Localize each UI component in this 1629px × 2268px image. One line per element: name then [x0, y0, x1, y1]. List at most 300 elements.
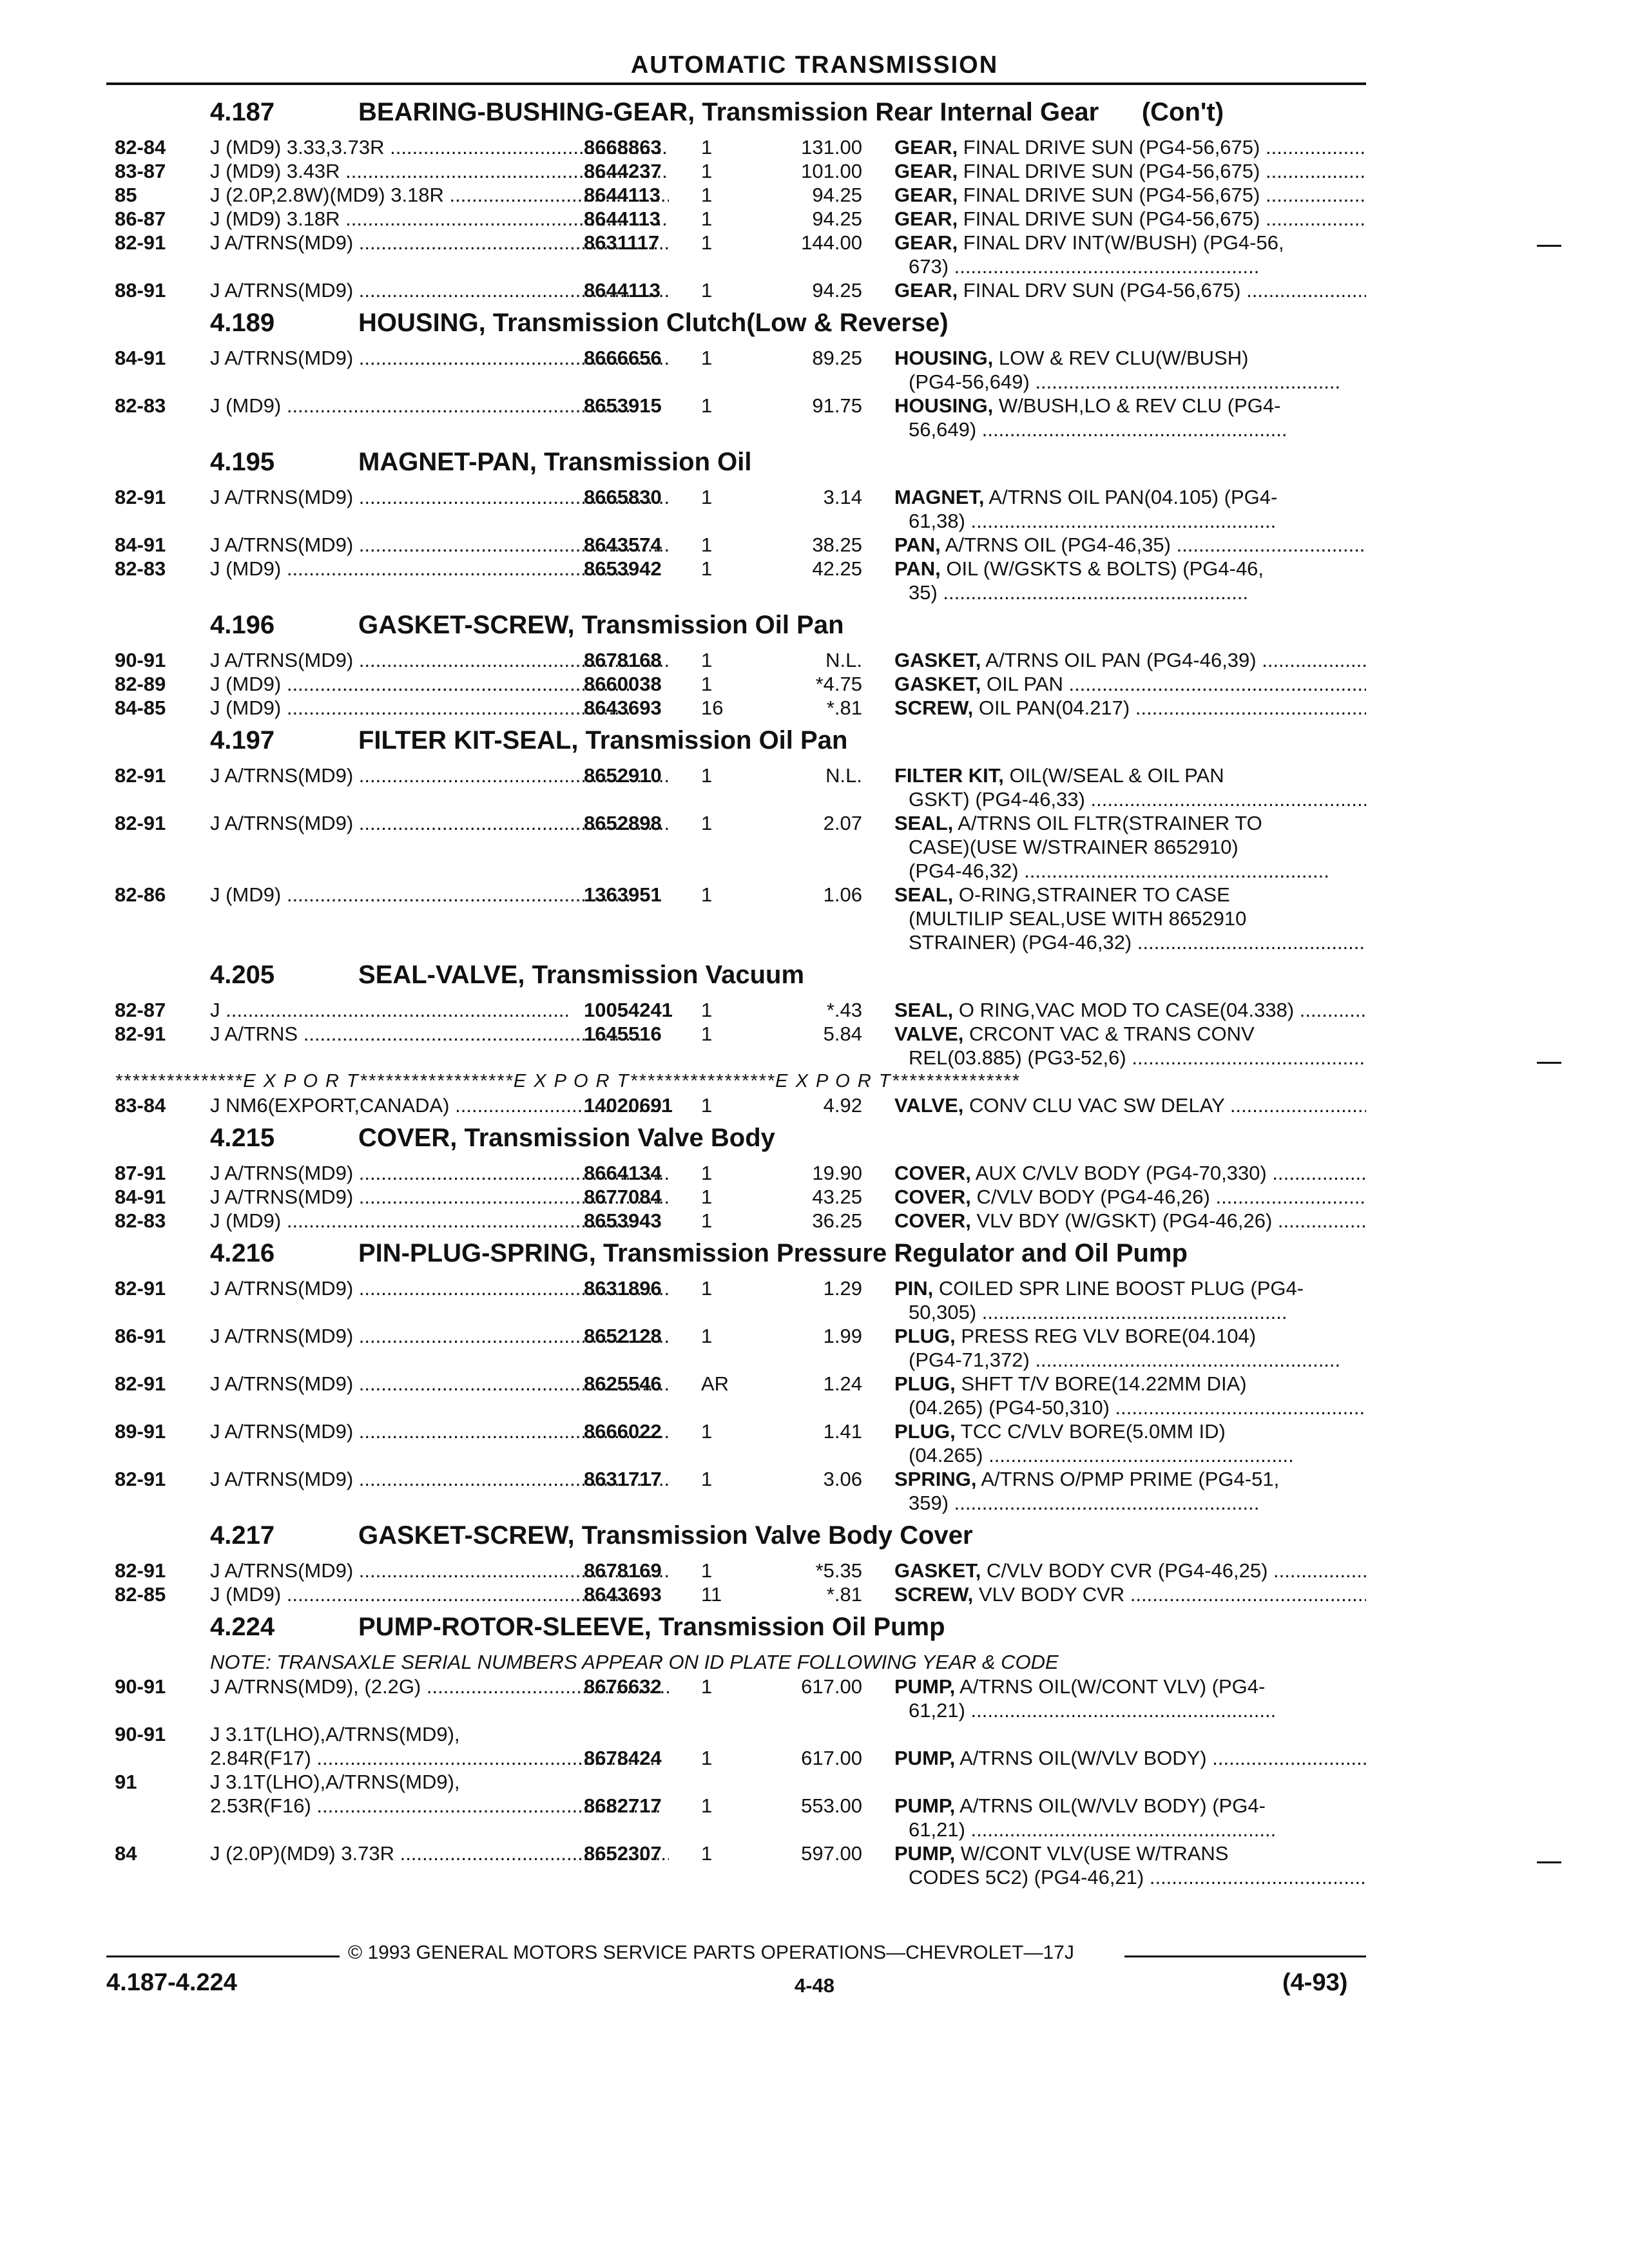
quantity: 1 [701, 1209, 713, 1232]
part-name: PUMP, [894, 1675, 956, 1698]
section-number: 4.224 [210, 1613, 275, 1641]
application-line: J (MD9) 3.33,3.73R ..... [210, 135, 669, 159]
part-row [115, 1276, 1366, 1324]
margin-mark [1537, 1861, 1561, 1863]
part-number: 8664134 [584, 1162, 662, 1184]
description [894, 1841, 1366, 1889]
price: 91.75 [812, 394, 862, 417]
description [894, 1559, 1366, 1582]
part-row [115, 1582, 1366, 1606]
part-row [115, 648, 1366, 672]
part-number: 8631117 [584, 231, 660, 254]
model-years: 91 [115, 1771, 137, 1793]
part-name: PUMP, [894, 1842, 956, 1865]
section-title: FILTER KIT-SEAL, Transmission Oil Pan [358, 726, 848, 754]
description-line: HOUSING, W/BUSH,LO & REV CLU (PG4- [894, 394, 1281, 417]
section-number: 4.215 [210, 1124, 275, 1152]
price: 1.41 [823, 1420, 862, 1443]
description-line: PUMP, W/CONT VLV(USE W/TRANS [894, 1842, 1229, 1865]
description-line: STRAINER) (PG4-46,32) ..... [894, 930, 1366, 954]
part-name: PAN, [894, 533, 941, 556]
description-line: CASE)(USE W/STRAINER 8652910) [909, 836, 1239, 858]
description [894, 1419, 1366, 1467]
section-note: NOTE: TRANSAXLE SERIAL NUMBERS APPEAR ON ID PLATE FOLLOWING YEAR & CODE [210, 1651, 1059, 1673]
part-number: 8644113 [584, 184, 660, 206]
part-row [115, 1559, 1366, 1582]
description-line: PAN, OIL (W/GSKTS & BOLTS) (PG4-46, [894, 557, 1264, 580]
application-line: J A/TRNS(MD9) ..... [210, 1324, 669, 1348]
part-number: 8631717 [584, 1468, 662, 1490]
application-line: J (MD9) ..... [210, 696, 669, 720]
part-number: 8631896 [584, 1277, 662, 1300]
price: 131.00 [801, 136, 862, 159]
part-row [115, 764, 1366, 811]
quantity: 1 [701, 1162, 713, 1184]
description [894, 1467, 1366, 1515]
model-years: 90-91 [115, 649, 166, 671]
part-name: GEAR, [894, 160, 958, 182]
part-number: 8644113 [584, 207, 660, 230]
section-title: PIN-PLUG-SPRING, Transmission Pressure Regulator and Oil Pump [358, 1239, 1188, 1267]
part-name: GASKET, [894, 1559, 981, 1582]
quantity: 1 [701, 1675, 713, 1698]
part-name: SEAL, [894, 812, 954, 834]
description-line: SEAL, A/TRNS OIL FLTR(STRAINER TO [894, 812, 1262, 834]
model-years: 88-91 [115, 279, 166, 302]
model-years: 82-83 [115, 394, 166, 417]
model-years: 82-91 [115, 1468, 166, 1490]
part-name: PUMP, [894, 1747, 956, 1769]
application-line: J (MD9) 3.18R ..... [210, 207, 669, 231]
description-line: SCREW, OIL PAN(04.217) ..... [894, 696, 1366, 720]
part-name: PUMP, [894, 1794, 956, 1817]
price: 2.07 [823, 812, 862, 834]
description [894, 183, 1366, 207]
application-line: J A/TRNS(MD9) ..... [210, 231, 669, 255]
part-row [115, 1675, 1366, 1722]
price: *.81 [826, 1583, 862, 1606]
description-line: 61,21) ..... [894, 1818, 1366, 1841]
model-years: 85 [115, 184, 137, 206]
part-number: 8652898 [584, 812, 662, 834]
price: 42.25 [812, 557, 862, 580]
description-line: VALVE, CONV CLU VAC SW DELAY ..... [894, 1093, 1366, 1117]
price: 617.00 [801, 1675, 862, 1698]
model-years: 82-89 [115, 673, 166, 695]
price: N.L. [825, 764, 862, 787]
description [894, 485, 1366, 533]
description-line: 61,21) ..... [894, 1698, 1366, 1722]
price: 94.25 [812, 279, 862, 302]
application-line: J A/TRNS(MD9) ..... [210, 648, 669, 672]
description-line: PLUG, SHFT T/V BORE(14.22MM DIA) [894, 1372, 1247, 1395]
part-number: 8666022 [584, 1420, 662, 1443]
model-years: 82-83 [115, 1209, 166, 1232]
part-number: 1363951 [584, 883, 662, 906]
application-line: J (MD9) ..... [210, 394, 669, 418]
part-name: GEAR, [894, 279, 958, 302]
section-heading [115, 604, 1366, 648]
description-line: CODES 5C2) (PG4-46,21) ..... [894, 1865, 1366, 1889]
model-years: 84-85 [115, 697, 166, 719]
part-row [115, 1467, 1366, 1515]
description [894, 135, 1366, 159]
model-years: 83-87 [115, 160, 166, 182]
revision-date: (4-93) [1282, 1969, 1348, 1996]
part-number: 8665830 [584, 486, 662, 508]
part-number: 10054241 [584, 999, 673, 1021]
part-number: 8652307 [584, 1842, 662, 1865]
part-number: 8676632 [584, 1675, 662, 1698]
section-heading [115, 441, 1366, 485]
model-years: 83-84 [115, 1094, 166, 1117]
quantity: 1 [701, 1325, 713, 1347]
application-line: J A/TRNS(MD9) ..... [210, 346, 669, 370]
application-line: 2.84R(F17) ..... [210, 1746, 669, 1770]
section-number: 4.196 [210, 611, 275, 639]
description-line: HOUSING, LOW & REV CLU(W/BUSH) [894, 347, 1249, 369]
quantity: 1 [701, 812, 713, 834]
description-line [894, 1722, 1366, 1746]
description-line: (04.265) (PG4-50,310) ..... [894, 1396, 1366, 1419]
part-row [115, 135, 1366, 159]
model-years: 82-91 [115, 1559, 166, 1582]
part-row [115, 394, 1366, 441]
part-number: 8678168 [584, 649, 662, 671]
price: 38.25 [812, 533, 862, 556]
quantity: 1 [701, 883, 713, 906]
description [894, 672, 1366, 696]
application-line: J A/TRNS(MD9) ..... [210, 811, 669, 835]
part-number: 8668863 [584, 136, 662, 159]
section-title: SEAL-VALVE, Transmission Vacuum [358, 961, 805, 989]
price: 1.06 [823, 883, 862, 906]
part-name: HOUSING, [894, 394, 994, 417]
description-line: SEAL, O-RING,STRAINER TO CASE [894, 883, 1230, 906]
price: *4.75 [815, 673, 862, 695]
part-number: 8653943 [584, 1209, 662, 1232]
application-line: J A/TRNS(MD9), (2.2G) ..... [210, 1675, 669, 1698]
section-heading [115, 1117, 1366, 1161]
model-years: 84-91 [115, 1186, 166, 1208]
description [894, 764, 1366, 811]
quantity: 11 [701, 1583, 722, 1606]
parts-listing [115, 91, 1366, 1889]
description-line: PUMP, A/TRNS OIL(W/VLV BODY) (PG4- [894, 1794, 1266, 1817]
part-name: PLUG, [894, 1372, 956, 1395]
part-name: SEAL, [894, 883, 954, 906]
description-line: PUMP, A/TRNS OIL(W/VLV BODY) ..... [894, 1746, 1366, 1770]
model-years: 89-91 [115, 1420, 166, 1443]
description-line: GASKET, A/TRNS OIL PAN (PG4-46,39) ..... [894, 648, 1366, 672]
application-line: 2.53R(F16) ..... [210, 1794, 669, 1818]
application-line: J (2.0P,2.8W)(MD9) 3.18R ..... [210, 183, 669, 207]
description-line: GEAR, FINAL DRIVE SUN (PG4-56,675) ..... [894, 159, 1366, 183]
description-line: (PG4-46,32) ..... [894, 859, 1366, 883]
price: 94.25 [812, 184, 862, 206]
quantity: 1 [701, 1747, 713, 1769]
page-title: AUTOMATIC TRANSMISSION [630, 52, 999, 79]
description-line: COVER, C/VLV BODY (PG4-46,26) ..... [894, 1185, 1366, 1209]
part-name: GEAR, [894, 207, 958, 230]
application-line: J 3.1T(LHO),A/TRNS(MD9), [210, 1723, 460, 1745]
description-line: 50,305) ..... [894, 1300, 1366, 1324]
section-heading [115, 954, 1366, 998]
price: 597.00 [801, 1842, 862, 1865]
model-years: 82-85 [115, 1583, 166, 1606]
description-line: PLUG, TCC C/VLV BORE(5.0MM ID) [894, 1420, 1226, 1443]
description-line: SPRING, A/TRNS O/PMP PRIME (PG4-51, [894, 1468, 1280, 1490]
part-row [115, 278, 1366, 302]
application-line: J A/TRNS(MD9) ..... [210, 1372, 669, 1396]
section-title: GASKET-SCREW, Transmission Oil Pan [358, 611, 844, 639]
application-line: J (MD9) ..... [210, 1209, 669, 1233]
description-line: GASKET, C/VLV BODY CVR (PG4-46,25) ..... [894, 1559, 1366, 1582]
application-line: J (MD9) ..... [210, 883, 669, 907]
quantity: 1 [701, 136, 713, 159]
description-line: PAN, A/TRNS OIL (PG4-46,35) ..... [894, 533, 1366, 557]
section-heading [115, 1515, 1366, 1559]
page-number: 4-48 [794, 1974, 835, 1997]
part-row [115, 1185, 1366, 1209]
part-row [115, 883, 1366, 954]
part-number: 14020691 [584, 1094, 673, 1117]
part-number: 1645516 [584, 1023, 662, 1045]
description-line: GEAR, FINAL DRIVE SUN (PG4-56,675) ..... [894, 207, 1366, 231]
model-years: 82-91 [115, 1023, 166, 1045]
section-title: PUMP-ROTOR-SLEEVE, Transmission Oil Pump [358, 1613, 945, 1641]
part-row [115, 696, 1366, 720]
price: 43.25 [812, 1186, 862, 1208]
description [894, 1770, 1366, 1841]
part-row [115, 557, 1366, 604]
description-line: VALVE, CRCONT VAC & TRANS CONV [894, 1023, 1255, 1045]
part-row [115, 1841, 1366, 1889]
application-line: J A/TRNS(MD9) ..... [210, 1276, 669, 1300]
footer-rule-left [106, 1956, 340, 1957]
part-name: GASKET, [894, 649, 981, 671]
part-row [115, 672, 1366, 696]
part-number: 8643574 [584, 533, 662, 556]
margin-mark [1537, 245, 1561, 247]
quantity: 16 [701, 697, 724, 719]
price: *.43 [826, 999, 862, 1021]
section-number: 4.205 [210, 961, 275, 989]
part-row [115, 1770, 1366, 1841]
price: 101.00 [801, 160, 862, 182]
part-number: 8643693 [584, 1583, 662, 1606]
application-line: J 3.1T(LHO),A/TRNS(MD9), [210, 1771, 460, 1793]
application-line: J (MD9) ..... [210, 672, 669, 696]
price: *.81 [826, 697, 862, 719]
part-name: COVER, [894, 1162, 971, 1184]
quantity: 1 [701, 764, 713, 787]
description-line: 35) ..... [894, 581, 1366, 604]
section-heading [115, 302, 1366, 346]
model-years: 82-91 [115, 231, 166, 254]
part-name: SPRING, [894, 1468, 977, 1490]
description-line: FILTER KIT, OIL(W/SEAL & OIL PAN [894, 764, 1224, 787]
model-years: 87-91 [115, 1162, 166, 1184]
section-title: COVER, Transmission Valve Body [358, 1124, 775, 1152]
description [894, 1022, 1366, 1070]
quantity: 1 [701, 347, 713, 369]
quantity: 1 [701, 1794, 713, 1817]
section-heading [115, 1233, 1366, 1276]
part-name: COVER, [894, 1209, 971, 1232]
part-row [115, 1722, 1366, 1770]
price: 617.00 [801, 1747, 862, 1769]
section-number: 4.197 [210, 726, 275, 754]
application-line: J (2.0P)(MD9) 3.73R ..... [210, 1841, 669, 1865]
part-row [115, 231, 1366, 278]
part-name: PLUG, [894, 1420, 956, 1443]
part-name: GEAR, [894, 184, 958, 206]
part-number: 8644113 [584, 279, 660, 302]
description [894, 883, 1366, 954]
part-row [115, 1372, 1366, 1419]
model-years: 82-91 [115, 1372, 166, 1395]
description-line: COVER, AUX C/VLV BODY (PG4-70,330) ..... [894, 1161, 1366, 1185]
description-line: REL(03.885) (PG3-52,6) ..... [894, 1046, 1366, 1070]
model-years: 84-91 [115, 347, 166, 369]
quantity: 1 [701, 160, 713, 182]
description-line: GEAR, FINAL DRV SUN (PG4-56,675) ..... [894, 278, 1366, 302]
quantity: 1 [701, 184, 713, 206]
description-line: GEAR, FINAL DRIVE SUN (PG4-56,675) ..... [894, 135, 1366, 159]
application-line: J A/TRNS(MD9) ..... [210, 485, 669, 509]
part-row [115, 1161, 1366, 1185]
price: 5.84 [823, 1023, 862, 1045]
section-range: 4.187-4.224 [106, 1969, 237, 1996]
part-name: VALVE, [894, 1094, 964, 1117]
description [894, 1161, 1366, 1185]
part-name: SCREW, [894, 1583, 974, 1606]
part-name: SEAL, [894, 999, 954, 1021]
part-name: PLUG, [894, 1325, 956, 1347]
part-name: SCREW, [894, 697, 974, 719]
description-line: 359) ..... [894, 1491, 1366, 1515]
model-years: 86-87 [115, 207, 166, 230]
description [894, 1324, 1366, 1372]
description-line: SEAL, O RING,VAC MOD TO CASE(04.338) ..... [894, 998, 1366, 1022]
part-row [115, 1022, 1366, 1070]
price: 36.25 [812, 1209, 862, 1232]
header-rule [106, 82, 1366, 85]
part-number: 8682717 [584, 1794, 662, 1817]
part-number: 8666656 [584, 347, 662, 369]
description-line: 673) ..... [894, 255, 1366, 278]
description-line: GSKT) (PG4-46,33) ..... [894, 787, 1366, 811]
model-years: 82-86 [115, 883, 166, 906]
part-row [115, 183, 1366, 207]
price: 3.14 [823, 486, 862, 508]
application-line: J A/TRNS(MD9) ..... [210, 278, 669, 302]
part-row [115, 533, 1366, 557]
description-line: PIN, COILED SPR LINE BOOST PLUG (PG4- [894, 1277, 1304, 1300]
description-line: PUMP, A/TRNS OIL(W/CONT VLV) (PG4- [894, 1675, 1266, 1698]
part-number: 8660038 [584, 673, 662, 695]
quantity: 1 [701, 1842, 713, 1865]
model-years: 82-87 [115, 999, 166, 1021]
description-line: (PG4-56,649) ..... [894, 370, 1366, 394]
application-line: J A/TRNS(MD9) ..... [210, 533, 669, 557]
price: 4.92 [823, 1094, 862, 1117]
part-name: PIN, [894, 1277, 934, 1300]
part-number: 8643693 [584, 697, 662, 719]
price: 1.24 [823, 1372, 862, 1395]
description-line: COVER, VLV BDY (W/GSKT) (PG4-46,26) ..... [894, 1209, 1366, 1233]
description [894, 1372, 1366, 1419]
application-line: J A/TRNS(MD9) ..... [210, 1419, 669, 1443]
description [894, 1675, 1366, 1722]
copyright-text: © 1993 GENERAL MOTORS SERVICE PARTS OPERATIONS—CHEVROLET—17J [348, 1942, 1074, 1963]
description [894, 231, 1366, 278]
price: 553.00 [801, 1794, 862, 1817]
quantity: 1 [701, 1186, 713, 1208]
description [894, 207, 1366, 231]
part-number: 8653915 [584, 394, 662, 417]
part-number: 8652910 [584, 764, 662, 787]
description [894, 557, 1366, 604]
quantity: 1 [701, 1094, 713, 1117]
part-number: 8644237 [584, 160, 662, 182]
part-name: VALVE, [894, 1023, 964, 1045]
model-years: 90-91 [115, 1675, 166, 1698]
model-years: 82-91 [115, 812, 166, 834]
model-years: 86-91 [115, 1325, 166, 1347]
section-title: BEARING-BUSHING-GEAR, Transmission Rear Internal Gear (Con't) [358, 98, 1224, 126]
part-row [115, 485, 1366, 533]
section-heading [115, 720, 1366, 764]
quantity: 1 [701, 673, 713, 695]
price: 3.06 [823, 1468, 862, 1490]
quantity: 1 [701, 1277, 713, 1300]
model-years: 82-91 [115, 1277, 166, 1300]
part-row [115, 811, 1366, 883]
description-line: (04.265) ..... [894, 1443, 1366, 1467]
description [894, 346, 1366, 394]
price: *5.35 [815, 1559, 862, 1582]
part-number: 8653942 [584, 557, 662, 580]
application-line: J A/TRNS(MD9) ..... [210, 1559, 669, 1582]
part-row [115, 346, 1366, 394]
description [894, 648, 1366, 672]
part-row [115, 207, 1366, 231]
price: 144.00 [801, 231, 862, 254]
description [894, 1093, 1366, 1117]
application-line: J ..... [210, 998, 669, 1022]
description-line: GEAR, FINAL DRIVE SUN (PG4-56,675) ..... [894, 183, 1366, 207]
price: 89.25 [812, 347, 862, 369]
description-line [894, 1770, 1366, 1794]
application-line: J (MD9) 3.43R ..... [210, 159, 669, 183]
section-number: 4.189 [210, 309, 275, 337]
quantity: 1 [701, 231, 713, 254]
description [894, 1276, 1366, 1324]
quantity: 1 [701, 557, 713, 580]
part-name: GASKET, [894, 673, 981, 695]
description-line: 56,649) ..... [894, 418, 1366, 441]
part-number: 8678424 [584, 1747, 662, 1769]
section-number: 4.217 [210, 1521, 275, 1550]
section-heading [115, 1606, 1366, 1650]
application-line: J (MD9) ..... [210, 557, 669, 581]
quantity: 1 [701, 1420, 713, 1443]
quantity: 1 [701, 999, 713, 1021]
section-number: 4.216 [210, 1239, 275, 1267]
quantity: AR [701, 1372, 729, 1395]
